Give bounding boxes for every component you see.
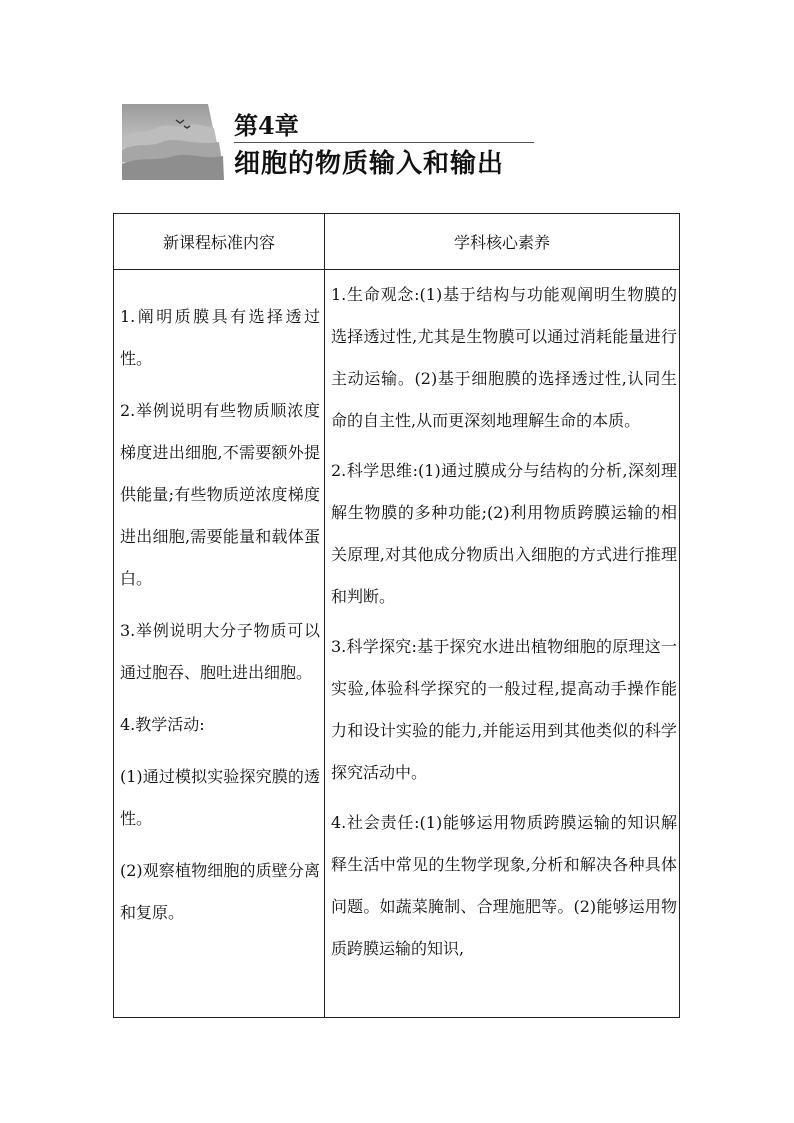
competency-item: 3.科学探究:基于探究水进出植物细胞的原理这一实验,体验科学探究的一般过程,提高动手操作能力和设计实验的能力,并能运用到其他类似的科学探究活动中。 [331, 637, 677, 782]
standard-item: (2)观察植物细胞的质壁分离和复原。 [120, 861, 320, 922]
standard-item: 2.举例说明有些物质顺浓度梯度进出细胞,不需要额外提供能量;有些物质逆浓度梯度进出细胞,需要能量和载体蛋白。 [120, 401, 320, 588]
col-header-curriculum-standards: 新课程标准内容 [162, 233, 275, 252]
header-row-divider [114, 269, 679, 270]
chapter-title: 细胞的物质输入和输出 [234, 149, 505, 179]
col-header-core-competencies: 学科核心素养 [453, 233, 550, 252]
standards-table [113, 213, 680, 1018]
competency-item: 1.生命观念:(1)基于结构与功能观阐明生物膜的选择透过性,尤其是生物膜可以通过消耗能量进行主动运输。(2)基于细胞膜的选择透过性,认同生命的自主性,从而更深刻地理解生命的本质。 [331, 285, 677, 430]
chapter-header [122, 104, 542, 184]
column-divider [324, 214, 325, 1017]
core-competencies-cell [331, 274, 677, 978]
curriculum-standards-cell [120, 296, 320, 944]
standard-item: 1.阐明质膜具有选择透过性。 [120, 307, 320, 368]
chapter-number: 第4章 [234, 111, 299, 140]
standard-item: (1)通过模拟实验探究膜的透性。 [120, 767, 320, 828]
competency-item: 4.社会责任:(1)能够运用物质跨膜运输的知识解释生活中常见的生物学现象,分析和解决各种具体问题。如蔬菜腌制、合理施肥等。(2)能够运用物质跨膜运输的知识, [331, 813, 677, 958]
standard-item: 3.举例说明大分子物质可以通过胞吞、胞吐进出细胞。 [120, 621, 320, 682]
landscape-banner-image [122, 104, 224, 180]
competency-item: 2.科学思维:(1)通过膜成分与结构的分析,深刻理解生物膜的多种功能;(2)利用物质跨膜运输的相关原理,对其他成分物质出入细胞的方式进行推理和判断。 [331, 461, 677, 606]
standard-item: 4.教学活动: [120, 715, 205, 734]
header-divider [234, 142, 534, 143]
